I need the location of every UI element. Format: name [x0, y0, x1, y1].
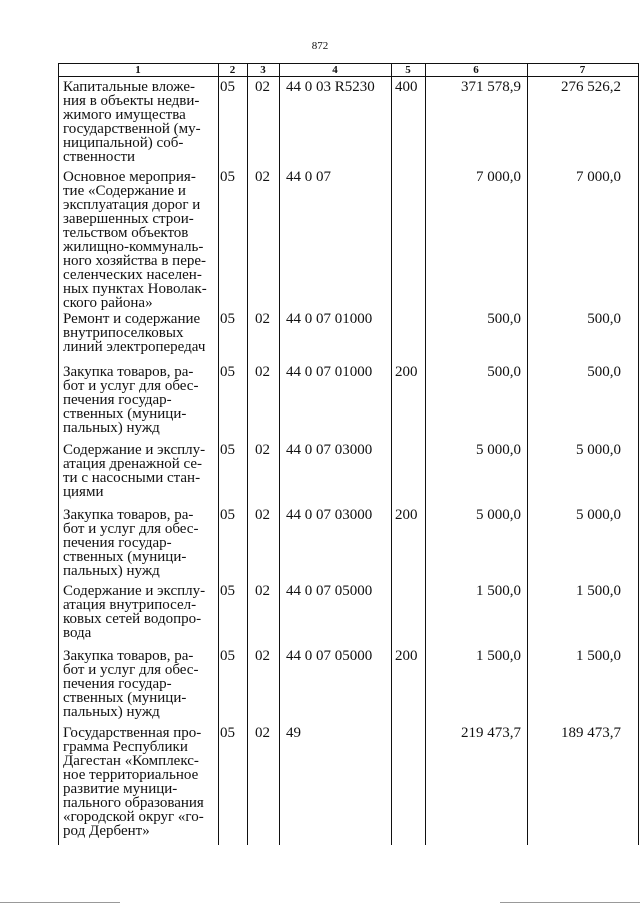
row-pr: 02 [255, 79, 270, 95]
row-pr: 02 [255, 311, 270, 327]
row-sum-2: 7 000,0 [576, 169, 621, 185]
row-sum-1: 1 500,0 [476, 583, 521, 599]
header-bottom-border [58, 76, 639, 77]
row-sum-2: 1 500,0 [576, 583, 621, 599]
row-sum-1: 7 000,0 [476, 169, 521, 185]
col-border [218, 63, 219, 845]
col-header-3: 3 [260, 64, 266, 76]
row-rz: 05 [220, 507, 235, 523]
row-sum-1: 219 473,7 [461, 725, 521, 741]
row-sum-2: 500,0 [587, 364, 621, 380]
row-rz: 05 [220, 169, 235, 185]
row-pr: 02 [255, 507, 270, 523]
row-csr: 44 0 07 01000 [286, 311, 373, 327]
row-vr: 400 [395, 79, 418, 95]
row-csr: 44 0 03 R5230 [286, 79, 375, 95]
row-sum-1: 5 000,0 [476, 507, 521, 523]
row-rz: 05 [220, 583, 235, 599]
row-name: Государственная про- грамма Республики Дагестан «Комплекс- ное территориальное развитие муници- пального образования «городской округ «го- род Дербент» [63, 725, 204, 839]
row-name: Закупка товаров, ра- бот и услуг для обес- печения государ- ственных (муници- пальных) нужд [63, 507, 199, 579]
row-csr: 44 0 07 03000 [286, 507, 373, 523]
col-border [638, 63, 639, 845]
page-number: 872 [311, 40, 329, 52]
row-rz: 05 [220, 79, 235, 95]
row-vr: 200 [395, 507, 418, 523]
row-rz: 05 [220, 648, 235, 664]
row-sum-2: 5 000,0 [576, 507, 621, 523]
row-name: Содержание и эксплу- атация дренажной се- ти с насосными стан- циями [63, 442, 206, 500]
row-rz: 05 [220, 364, 235, 380]
row-csr: 44 0 07 [286, 169, 331, 185]
row-name: Закупка товаров, ра- бот и услуг для обес- печения государ- ственных (муници- пальных) нужд [63, 364, 199, 436]
row-name: Капитальные вложе- ния в объекты недви- жимого имущества государственной (му- ниципальной) соб- ственности [63, 79, 201, 165]
row-sum-2: 5 000,0 [576, 442, 621, 458]
row-csr: 44 0 07 03000 [286, 442, 373, 458]
row-rz: 05 [220, 442, 235, 458]
row-name: Содержание и эксплу- атация внутрипосел- ковых сетей водопро- вода [63, 583, 206, 641]
col-header-4: 4 [332, 64, 338, 76]
row-pr: 02 [255, 648, 270, 664]
row-csr: 44 0 07 05000 [286, 583, 373, 599]
row-vr: 200 [395, 648, 418, 664]
row-sum-2: 189 473,7 [561, 725, 621, 741]
row-pr: 02 [255, 169, 270, 185]
row-sum-1: 371 578,9 [461, 79, 521, 95]
row-csr: 49 [286, 725, 301, 741]
col-header-5: 5 [405, 64, 411, 76]
row-csr: 44 0 07 05000 [286, 648, 373, 664]
budget-table [58, 63, 639, 845]
row-name: Основное мероприя- тие «Содержание и эксплуатация дорог и завершенных строи- тельством объектов жилищно-коммуналь- ного хозяйства в пере- селенческих населен- ных пунктах Новолак- ского района» [63, 169, 207, 311]
row-sum-1: 500,0 [487, 311, 521, 327]
col-header-1: 1 [135, 64, 141, 76]
row-sum-1: 500,0 [487, 364, 521, 380]
col-header-6: 6 [473, 64, 479, 76]
row-name: Ремонт и содержание внутрипоселковых линий электропередач [63, 311, 206, 355]
row-sum-1: 5 000,0 [476, 442, 521, 458]
row-vr: 200 [395, 364, 418, 380]
row-sum-1: 1 500,0 [476, 648, 521, 664]
row-rz: 05 [220, 311, 235, 327]
col-header-2: 2 [229, 64, 236, 76]
col-header-7: 7 [579, 64, 586, 76]
col-border [58, 63, 59, 845]
row-csr: 44 0 07 01000 [286, 364, 373, 380]
row-sum-2: 276 526,2 [561, 79, 621, 95]
col-border [527, 63, 528, 845]
row-rz: 05 [220, 725, 235, 741]
row-name: Закупка товаров, ра- бот и услуг для обес- печения государ- ственных (муници- пальных) нужд [63, 648, 199, 720]
col-border [425, 63, 426, 845]
row-pr: 02 [255, 442, 270, 458]
row-pr: 02 [255, 364, 270, 380]
row-pr: 02 [255, 725, 270, 741]
row-sum-2: 500,0 [587, 311, 621, 327]
scan-edge-mark [500, 902, 640, 903]
row-pr: 02 [255, 583, 270, 599]
scan-edge-mark [0, 902, 120, 903]
row-sum-2: 1 500,0 [576, 648, 621, 664]
